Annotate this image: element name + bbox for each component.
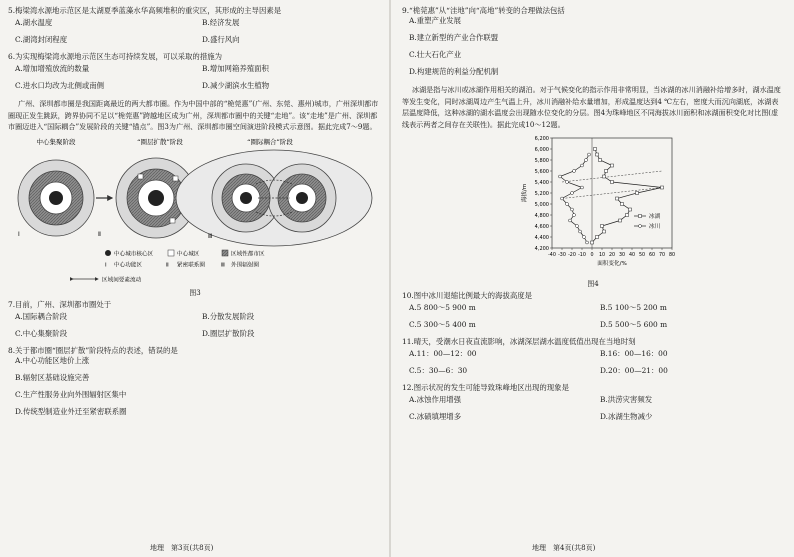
x-tick-label: -30 (558, 253, 566, 259)
point-glacier (566, 181, 569, 184)
q5-options (8, 18, 382, 52)
q7-option-b: B.分散发展阶段 (202, 311, 255, 321)
y-tick-label: 4,800 (534, 213, 549, 220)
left-page (0, 0, 390, 557)
q5-option-d: D.盛行风向 (202, 35, 240, 44)
figure-4-caption: 图4 (587, 280, 599, 289)
x-tick-label: 20 (608, 253, 616, 259)
y-axis-label: 海拔/m (522, 184, 528, 203)
legend-core: 中心城市核心区 (114, 251, 154, 258)
q5-option-b: B.经济发展 (202, 18, 240, 27)
point-glacier (569, 219, 572, 222)
q12-option-c: C.冰碛填埋增多 (409, 412, 462, 422)
figure-3-legend (73, 249, 265, 283)
x-tick-label: 40 (628, 253, 636, 259)
point-lake (629, 208, 632, 211)
question-5: 5.梅梁湾水源地示范区是太湖夏季蓝藻水华高频堆积的重灾区，其形成的主导因素是 (8, 6, 282, 15)
legend-marker (639, 215, 642, 218)
question-11: 11.晴天，受潮水日夜直流影响，冰湖深层湖水温度低值出现在当地时刻 (402, 337, 636, 347)
q5-option-a: A.湖水温度 (15, 18, 53, 27)
point-glacier (571, 208, 574, 211)
y-tick-label: 5,400 (534, 180, 549, 187)
q9-option-c: C.壮大石化产业 (409, 50, 462, 59)
figure-4-chart (402, 132, 782, 277)
stage-label-2: “圈层扩散”阶段 (137, 137, 183, 146)
q5-option-c: C.湖湾封闭程度 (15, 35, 68, 44)
point-glacier (566, 203, 569, 206)
q6-option-a: A.增加增殖放流的数量 (15, 64, 90, 73)
point-glacier (586, 241, 589, 244)
q6-option-c: C.进水口均改为北侧或南侧 (15, 81, 105, 90)
x-tick-label: -10 (578, 253, 586, 259)
q12-option-b: B.洪涝灾害频发 (600, 395, 653, 405)
q9-option-a: A.重塑产业发展 (409, 16, 462, 25)
point-lake (603, 230, 606, 233)
y-tick-label: 5,600 (534, 169, 549, 176)
q8-option-a: A.中心功能区地价上涨 (15, 355, 90, 365)
legend-label: 冰湖 (649, 214, 661, 221)
y-tick-label: 4,200 (534, 246, 549, 253)
q11-option-b: B.16：00—16：00 (600, 349, 668, 359)
q7-option-a: A.国际耦合阶段 (15, 311, 68, 321)
roman-1: Ⅰ (18, 230, 20, 238)
y-tick-label: 5,800 (534, 158, 549, 165)
x-tick-label: 50 (638, 253, 646, 259)
legend-marker (639, 225, 642, 228)
q10-option-b: B.5 100～5 200 m (600, 303, 667, 313)
point-lake (594, 148, 597, 151)
q7-option-c: C.中心集聚阶段 (15, 328, 68, 338)
x-tick-label: 80 (668, 253, 676, 259)
q12-options (402, 395, 784, 429)
q6-options (8, 64, 382, 98)
x-tick-label: 10 (598, 253, 606, 259)
y-tick-label: 6,000 (534, 147, 549, 154)
y-tick-label: 6,200 (534, 136, 549, 143)
q10-option-d: D.5 500～5 600 m (600, 320, 668, 330)
point-lake (626, 214, 629, 217)
figure-3-caption: 图3 (189, 288, 201, 297)
roman-2: Ⅱ (98, 230, 101, 238)
relation-line (562, 188, 662, 199)
right-page (392, 0, 794, 557)
y-tick-label: 5,200 (534, 191, 549, 198)
point-lake (591, 241, 594, 244)
legend-close: 紧密联系圈 (177, 262, 205, 269)
x-tick-label: -40 (548, 253, 556, 259)
point-glacier (581, 186, 584, 189)
q8-option-c: C.生产性服务业向外围辐射区集中 (15, 389, 127, 399)
x-tick-label: 60 (648, 253, 656, 259)
point-glacier (571, 192, 574, 195)
stage-1-rings (18, 160, 94, 236)
point-lake (611, 181, 614, 184)
question-6: 6.为实现梅梁湾水源地示范区生态可持续发展，可以采取的措施为 (8, 52, 222, 61)
q11-option-a: A.11：00—12：00 (409, 349, 477, 359)
point-lake (621, 203, 624, 206)
q8-option-d: D.传统型制造业外迁至紧密联系圈 (15, 406, 127, 416)
q9-option-b: B.建立新型的产业合作联盟 (409, 33, 499, 42)
q12-option-d: D.冰湖生物减少 (600, 412, 653, 422)
point-glacier (583, 236, 586, 239)
q8-option-b: B.辐射区基础设施完善 (15, 372, 90, 382)
passage-7-9: 广州、深圳都市圈是我国距离最近的两大都市圈。作为中国中部的“桅莞惠”(广州、东莞、惠州)城市，广州深圳都市圈现正发生跳跃，跨界协同不足以“桅莞惠”跨越地区成为广州，深圳都市圈中的关键“走地”。该“走地”是广州、深圳都市圈迈进入“国际耦合”发展阶段的关键“锚点”。图3为广州、深圳都市圈空间演进阶段模式示意图。据此完成7～9题。 (8, 99, 379, 132)
point-glacier (573, 170, 576, 173)
point-lake (611, 164, 614, 167)
q6-option-b: B.增加网箱养殖面积 (202, 64, 269, 73)
question-9: 9.“桅莞惠”从“洼地”向“高地”转变的合理做法包括 (402, 6, 565, 15)
x-tick-label: 30 (618, 253, 626, 259)
point-lake (596, 236, 599, 239)
point-lake (601, 225, 604, 228)
legend-urban: 中心城区 (177, 251, 200, 258)
y-tick-label: 4,400 (534, 235, 549, 242)
q11-option-c: C.5：30—6：30 (409, 366, 468, 376)
x-tick-label: -20 (568, 253, 576, 259)
q11-options (402, 349, 784, 383)
x-axis-label: 面积变化/% (597, 261, 627, 268)
question-10: 10.图中冰川退缩比例最大的海拔高度是 (402, 291, 533, 301)
right-footer: 地理 第4页(共8页) (532, 544, 596, 552)
q7-options (8, 312, 382, 346)
point-lake (599, 159, 602, 162)
x-tick-label: 0 (590, 253, 594, 259)
stage-3-rings (176, 150, 372, 246)
q10-option-a: A.5 800～5 900 m (409, 303, 476, 313)
point-lake (619, 219, 622, 222)
legend-metro: 区域性都市区 (231, 251, 265, 258)
x-tick-label: 70 (658, 253, 666, 259)
series-line-1 (560, 155, 589, 243)
legend-roman-1: Ⅰ (105, 262, 107, 269)
stage-label-1: 中心集聚阶段 (36, 137, 76, 146)
point-glacier (581, 164, 584, 167)
q6-option-d: D.减少湖滨水生植物 (202, 81, 270, 90)
point-lake (661, 186, 664, 189)
point-lake (605, 170, 608, 173)
point-glacier (559, 175, 562, 178)
point-glacier (579, 230, 582, 233)
legend-label: 冰川 (649, 224, 661, 231)
question-7: 7.目前，广州、深圳都市圈处于 (8, 299, 112, 309)
point-lake (603, 175, 606, 178)
y-tick-label: 5,000 (534, 202, 549, 209)
point-lake (616, 197, 619, 200)
legend-func: 中心功能区 (114, 262, 142, 269)
left-footer: 地理 第3页(共8页) (150, 544, 214, 552)
q7-option-d: D.圈层扩散阶段 (202, 328, 255, 338)
q11-option-d: D.20：00—21：00 (600, 366, 668, 376)
stage-label-3: “圈际耦合”阶段 (247, 137, 293, 146)
question-8: 8.关于都市圈“圈层扩散”阶段特点的表述，错误的是 (8, 345, 178, 355)
point-glacier (588, 153, 591, 156)
roman-3: Ⅲ (208, 232, 213, 240)
legend-flow: 区域间要素流动 (102, 277, 142, 284)
q10-option-c: C.5 300～5 400 m (409, 320, 476, 330)
point-glacier (576, 225, 579, 228)
legend-roman-3: Ⅲ (221, 262, 225, 269)
q9-option-d: D.构建规范的利益分配机制 (409, 67, 499, 76)
question-12: 12.图示状况的发生可能导致珠峰地区出现的现象是 (402, 383, 569, 393)
q12-option-a: A.冰蚀作用增强 (409, 395, 462, 405)
legend-outer: 外围辐射圈 (231, 262, 259, 269)
point-glacier (585, 159, 588, 162)
point-glacier (573, 214, 576, 217)
point-lake (596, 153, 599, 156)
figure-3-diagram (8, 136, 380, 286)
y-tick-label: 4,600 (534, 224, 549, 231)
q10-options (402, 303, 784, 337)
passage-10-12: 冰湖是指与冰川或冰湖作用相关的湖泊。对于气候变化的指示作用非常明显，当冰湖的冰川消融补给增多时，湖水温度等发生变化，同时冰湖周边产生气温上升，冰川消融补给水量增加，形成温度达到4 ℃左右，密度大而沉向湖底，冰湖表层温度降低，这种冰湖的湖水温度会出现随水位变化的分层。图4为珠峰地区不同海拔冰川面积和冰湖面积变化对比图(虚线表示两者之间存在关联性)。据此完成10～12题。 (402, 85, 781, 129)
point-lake (636, 192, 639, 195)
legend-roman-2: Ⅱ (166, 262, 169, 269)
point-glacier (561, 197, 564, 200)
